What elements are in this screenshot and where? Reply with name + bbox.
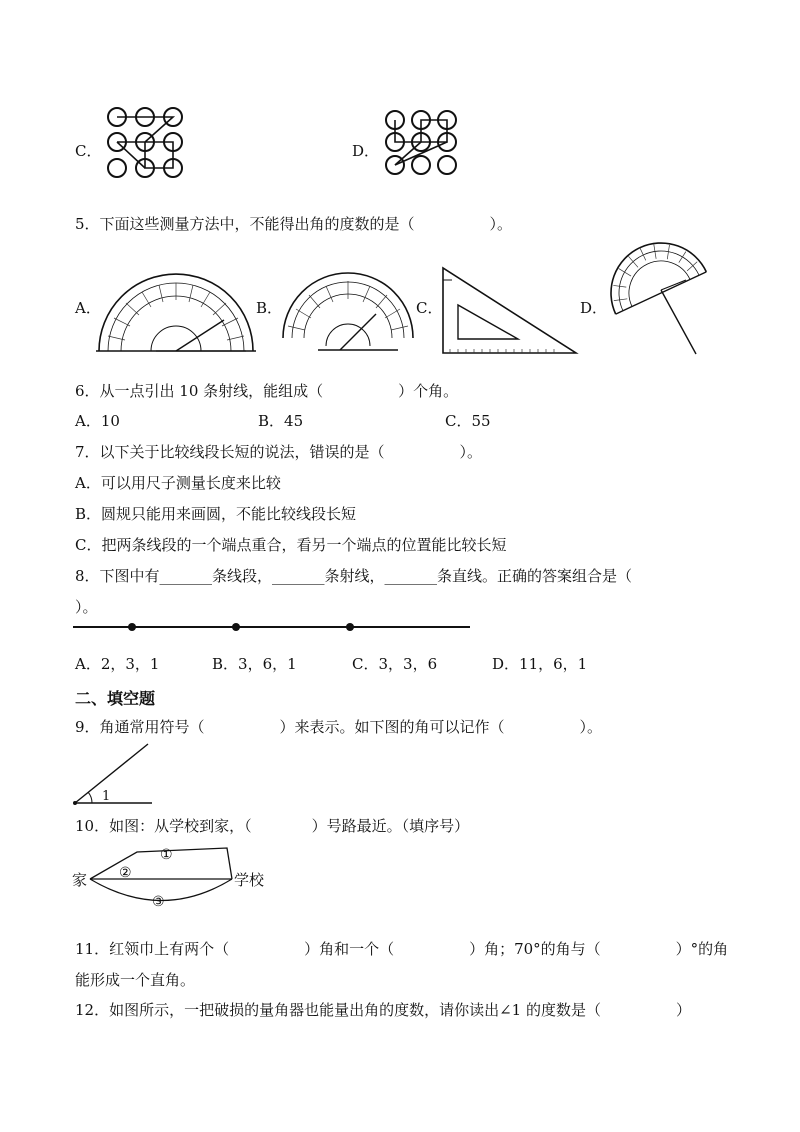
q8-line-figure (73, 620, 473, 634)
q9-stem: 9．角通常用符号（ ）来表示。如下图的角可以记作（ ）。 (75, 718, 603, 736)
q5-option-c-label: C． (416, 299, 443, 317)
q4-option-c-label: C． (75, 142, 102, 160)
q6-option-c: C．55 (445, 412, 491, 430)
q9-angle-figure (70, 742, 160, 808)
q10-route-3: ③ (152, 894, 165, 910)
q7-option-c: C．把两条线段的一个端点重合，看另一个端点的位置能比较长短 (75, 536, 507, 554)
q5-option-a-protractor (96, 278, 256, 358)
q6-option-a: A．10 (75, 412, 120, 430)
q8-option-b: B．3，6，1 (212, 655, 297, 673)
q5-stem: 5．下面这些测量方法中，不能得出角的度数的是（ ）。 (75, 215, 513, 233)
q4-option-c-figure (100, 100, 195, 182)
q7-option-b: B．圆规只能用来画圆，不能比较线段长短 (75, 505, 357, 523)
q12-stem: 12．如图所示，一把破损的量角器也能量出角的度数，请你读出∠1 的度数是（ ） (75, 1001, 691, 1019)
q7-option-a: A．可以用尺子测量长度来比较 (75, 474, 281, 492)
q7-stem: 7．以下关于比较线段长短的说法，错误的是（ ）。 (75, 443, 483, 461)
q5-option-d-label: D． (580, 299, 608, 317)
q4-option-d-figure (378, 104, 463, 180)
q10-route-figure (72, 842, 272, 912)
q8-stem-continued: ）。 (75, 598, 98, 616)
q8-option-d: D．11，6，1 (492, 655, 588, 673)
q6-option-b: B．45 (258, 412, 304, 430)
q10-school-label: 学校 (234, 871, 265, 889)
q10-stem: 10．如图：从学校到家，（ ）号路最近。（填序号） (75, 817, 470, 835)
q8-stem: 8．下图中有_______条线段，_______条射线，_______条直线。正确的答案组合是（ (75, 567, 633, 585)
q8-option-c: C．3，3，6 (352, 655, 438, 673)
q5-option-c-set-square (440, 265, 580, 357)
q10-route-1: ① (160, 847, 173, 863)
q5-option-b-label: B． (256, 299, 283, 317)
q6-stem: 6．从一点引出 10 条射线，能组成（ ）个角。 (75, 382, 459, 400)
q5-option-b-protractor (278, 276, 418, 356)
q11-stem-line1: 11．红领巾上有两个（ ）角和一个（ ）角；70°的角与（ ）°的角 (75, 940, 729, 958)
q9-angle-label: 1 (102, 789, 111, 804)
q10-home-label: 家 (72, 871, 88, 889)
q5-option-a-label: A． (75, 299, 101, 317)
q5-option-d-protractor (606, 238, 706, 358)
q4-option-d-label: D． (352, 142, 380, 160)
section-title-fill-in: 二、填空题 (75, 689, 156, 708)
q11-stem-line2: 能形成一个直角。 (75, 971, 196, 989)
q8-option-a: A．2，3，1 (75, 655, 160, 673)
q10-route-2: ② (119, 865, 132, 881)
